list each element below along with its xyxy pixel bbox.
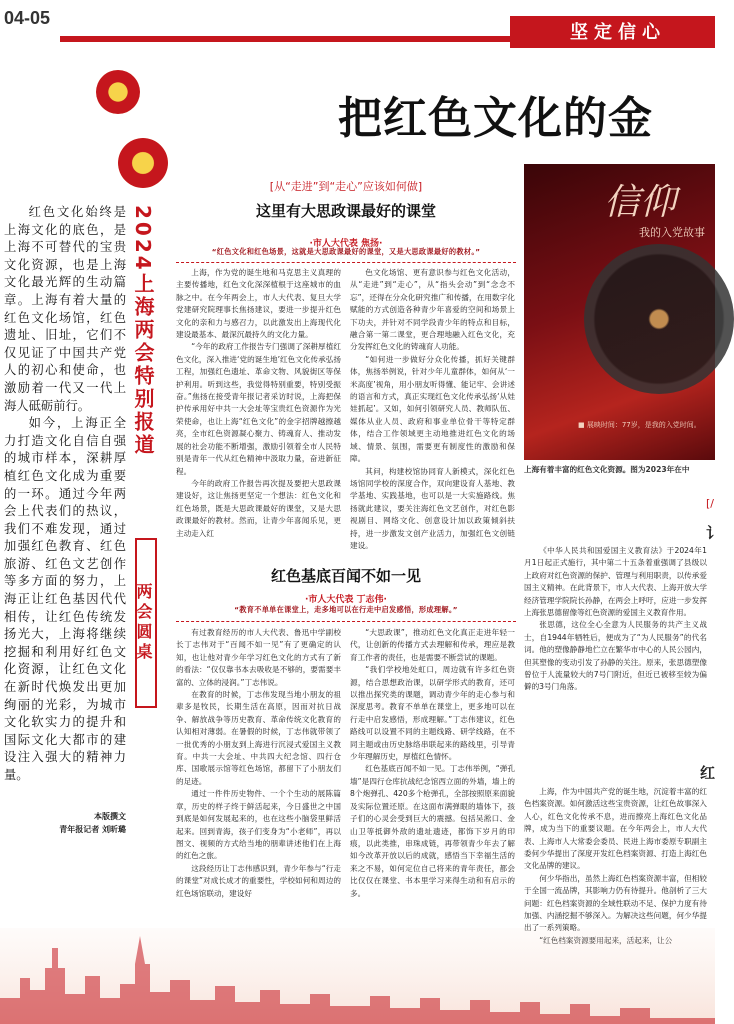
- photo-overlay-subtext: 我的入党故事: [639, 226, 705, 239]
- city-skyline-decoration: [0, 928, 715, 1024]
- paragraph: 今年的政府工作报告再次提及要把大思政课建设好，这让焦扬更坚定一个想法：红色文化和红色场景，既是大思政课最好的课堂，又是大思政课最好的教材。然而，让青少年喜闻乐见，更主动走入红: [176, 478, 341, 538]
- paragraph: “红色档案资源要用起来，活起来，让公: [539, 935, 673, 945]
- headline: 把红色文化的金: [338, 93, 653, 144]
- paragraph: 这段经历让丁志伟感识到，青少年参与“行走的课堂”对成长成才的重要性，学校如何和周边的红色场馆联动，建设好: [176, 863, 341, 898]
- page-number: 04-05: [4, 8, 51, 28]
- national-emblem-icon: [96, 70, 140, 114]
- article1-divider: [176, 262, 516, 263]
- photo-note: ■ 展映时间：77岁，是我的入党时间。: [578, 421, 701, 429]
- paragraph: 《中华人民共和国爱国主义教育法》于2024年1月1日起正式施行，其中第二十五条着重强调了县级以上政府对红色资源的保护、管理与利用职责，以传承爱国主义精神。在此背景下，市人大代表、上海开放大学经济管理学院院长孙静，在两会上呼吁，应进一步发挥上海张思德留像等红色资源的爱国主义教育作用。: [524, 546, 707, 618]
- paragraph: 何少华指出，虽然上海红色档案资源丰富，但相较于全国一流品牌，其影响力仍有待提升。他剖析了三大问题：红色档案资源的全域性联动不足、保护力度有待加强、内涵挖掘不够深入。为解决这些问题，何少华提出了一系列策略。: [524, 873, 707, 933]
- article1-title: 这里有大思政课最好的课堂: [255, 202, 436, 220]
- cppcc-emblem-icon: [118, 138, 168, 188]
- paragraph: “我们学校地处虹口，周边就有许多红色资源，结合思想政治课，以研学形式的教育，还可以推出探究类的课题，调动青少年的走心参与和深度思考。教育不单单在课堂上，更多地可以在行走中启发感悟，形成理解。”丁志伟建议，红色路线可以设置不同的主题线路、研学线路，在不同主题或由历史脉络串联起来的路线里，引导青少年理解历史，厚植红色情怀。: [350, 665, 515, 762]
- news-photo: [524, 164, 715, 460]
- photo-caption: 上海有着丰富的红色文化资源。图为2023年在中: [524, 465, 690, 474]
- credits: [20, 810, 126, 836]
- paragraph: “今年的政府工作报告专门强调了深耕厚植红色文化，深入推进‘党的诞生地’红色文化传承弘扬工程，加强红色遗址、革命文物、风貌街区等保护利用。听到这些，我觉得特别重要，特别受振奋。”焦扬在接受青年报记者采访时说，上海把保护传承用好中共一大会址等宝贵红色资源作为光荣使命，也让上海“红色文化”的金字招牌越擦越亮，全市红色资源凝心聚力、铸魂育人、推动发展的社会功能不断增强，激励引领着全市人民特别是青年一代从红色精神中汲取力量，奋进新征程。: [176, 342, 341, 476]
- article2-column-b: [350, 627, 515, 900]
- paragraph: 其问，构建校馆协同育人新模式，深化红色场馆同学校的深度合作，双向建设育人基地、教学基地、实践基地，也可以是一大实施路线。焦扬就此建议，要关注海红色文艺创作，对红色影视剧目、网络文化、创意设计加以政策倾斜扶持，进一步激发文创产业活力，加强红色文创链建设。: [350, 466, 515, 550]
- intro-column: [4, 204, 126, 785]
- right-title-1: 讠: [706, 524, 722, 542]
- article2-title: 红色基底百闻不如一见: [270, 567, 421, 585]
- paragraph: 有过教育经历的市人大代表、鲁迅中学副校长丁志伟对于“百闻不如一见”有了更确定的认知，也让他对青少年学习红色文化的方式有了新的看法：“仅仅靠书本去吸收是不够的，要需要丰富的、立体的浸润。”丁志伟说。: [176, 628, 341, 687]
- intro-paragraph: 红色文化始终是上海文化的底色，是上海不可替代的宝贵文化资源，也是上海文化最光辉的生动篇章。上海有着大量的红色文化场馆，红色遗址、旧址，它们不仅见证了中国共产党人的初心和使命，也激励着一代又一代上海人砥砺前行。: [4, 205, 126, 413]
- right-title-2: 红: [700, 764, 716, 782]
- vinyl-record-icon: [584, 244, 734, 394]
- right-column-2: [524, 786, 707, 947]
- right-column-1: [524, 545, 707, 694]
- paragraph: “大思政课”，推动红色文化真正走进年轻一代，让创新的传播方式去理解和传承，理应是教育工作者的责任，也是需要不断尝试的课题。: [350, 628, 515, 662]
- intro-paragraph: 如今，上海正全力打造文化自信自强的城市样本，深耕厚植红色文化成为重要的一环。通过今年两会上代表们的热议，我们不难发现，通过加强红色教育、红色旅游、红色文艺创作等多方面的努力，上海正让红色基因代代相传，让红色传统发扬光大，上海将继续挖掘和利用好红色文化资源，让红色文化在新时代焕发出更加绚丽的光彩，为城市文化软实力的提升和国际文化大都市的建设注入强大的精神力量。: [4, 416, 126, 782]
- article1-column-a: [176, 267, 341, 540]
- article2-byline: ·市人大代表 丁志伟·: [305, 595, 387, 605]
- paragraph: 上海，作为中国共产党的诞生地，沉淀着丰富的红色档案资源。如何激活这些宝贵资源，让红色故事深入人心，红色文化传承不息，进而擦亮上海红色文化品牌，成为当下的重要议题。在今年两会上，市人大代表、上海市人大常委会委员、民进上海市委原专职副主委何少华提出了深度开发红色档案资源、打造上海红色文化品牌的建议。: [524, 787, 707, 871]
- paragraph: 张思德，这位全心全意为人民服务的共产主义战士，自1944年牺牲后，便成为了“为人民服务”的代名词。他的塑像静静地伫立在繁华市中心的人民公园内，但其塑像的变动引发了孙静的关注。原来，张思德塑像曾位于人流量较大的7号门附近，但近已被移至较为偏僻的3号门角落。: [524, 620, 707, 692]
- paragraph: 通过一件件历史物件、一个个生动的展陈篇章，历史的样子终于鲜活起来，今日盛世之中国到底是如何发展起来的，也在这些小脑袋里鲜活起来。回到青海，孩子们变身为“小老师”，再以图文、视频的方式给当地的朋辈讲述他们在上海的红色之旅。: [176, 789, 341, 861]
- right-kicker: [/: [706, 497, 714, 510]
- article1-kicker: [从“走进”到“走心”应该如何做]: [269, 180, 423, 193]
- credit-line: 本版撰文: [94, 812, 126, 821]
- photo-overlay-text: 信仰: [604, 182, 677, 223]
- section-tag: 两会圆桌: [135, 538, 157, 708]
- paragraph: 在教育的时候，丁志伟发现当地小朋友的祖辈多是牧民，长期生活在高原，因而对抗日战争、解放战争等历史教育、革命传统文化教育的认知相对薄弱。在暑假的时候，丁志伟就带领了一批优秀的小朋友到上海进行沉浸式爱国主义教育。中共一大会址、中共四大纪念馆、四行仓库、国歌展示馆等红色场馆，都留下了小朋友们的足迹。: [176, 690, 341, 786]
- paragraph: “如何进一步做好分众化传播，抓好关键群体，焦扬举例说，针对少年儿童群体，如何从‘一米高度’视角，用小朋友听得懂、能记牢、会讲述的语言和方式，真正实现红色文化传承弘扬‘从娃娃抓起’。又如，如何引领研究人员、教师队伍、媒体从业人员、政府和事业单位骨干等特定群体，结合工作领域更主动地推进红色文化的场域、情景、氛围，需要更有制度性的激励和保障。: [350, 354, 515, 464]
- paragraph: 红色基底百闻不如一见。丁志伟举例，“弹孔墙”是四行仓库抗战纪念馆西立面的外墙，墙上的8个炮弹孔、420多个枪弹孔，全部按照原来面貌及实际位置还原。在这面布满弹眼的墙体下，孩子们的心灵会受到巨大的震撼。包括吴淞口、金山卫等抵御外敌的遗址遗迹，都饰下岁月的印痕，以此类推，串珠成链，再带领青少年去了解如今改革开放以后的成就，感悟当下幸福生活的来之不易，如何定位自己将来的青年责任，都会比仅仅在课堂、书本里学习来得生动和有启示的多。: [350, 764, 515, 898]
- article2-column-a: [176, 627, 341, 900]
- banner-text: 坚定信心: [570, 22, 666, 43]
- paragraph: 上海，作为党的诞生地和马克思主义真理的主要传播地，红色文化深深植根于这座城市的血脉之中。在今年两会上，市人大代表、复旦大学党建研究院理事长焦扬建议，要进一步提升红色文化的亲和力与感召力，以此激发出上海现代化建设最基本、最深沉最持久的文化力量。: [176, 268, 341, 340]
- article2-divider: [176, 621, 516, 622]
- article1-column-b: [350, 267, 515, 552]
- article1-byline: ·市人大代表 焦扬·: [309, 239, 383, 249]
- paragraph: 色文化场馆、更有意识参与红色文化活动，从“走进”到“走心”，从“指头会动”到“念念不忘”，还得在分众化研究推广和传播，在用数字化赋能的方式创造各种青少年喜爱的空间和场景上下功夫，并针对不同学段青少年的特点和目标，融合第一第二课堂，更合理地融入红色文化，充分发挥红色文化的铸魂育人功能。: [350, 268, 515, 352]
- credit-line: 青年报记者 刘昕璐: [59, 825, 126, 834]
- article2-quote: “教育不单单在课堂上，走多地可以在行走中启发感悟，形成理解。”: [234, 605, 458, 614]
- article1-quote: “红色文化和红色场景，这就是大思政课最好的课堂，又是大思政课最好的教材。”: [211, 247, 481, 256]
- vertical-section-title: 2024上海两会特别报道: [131, 205, 155, 457]
- top-rule: [60, 36, 530, 42]
